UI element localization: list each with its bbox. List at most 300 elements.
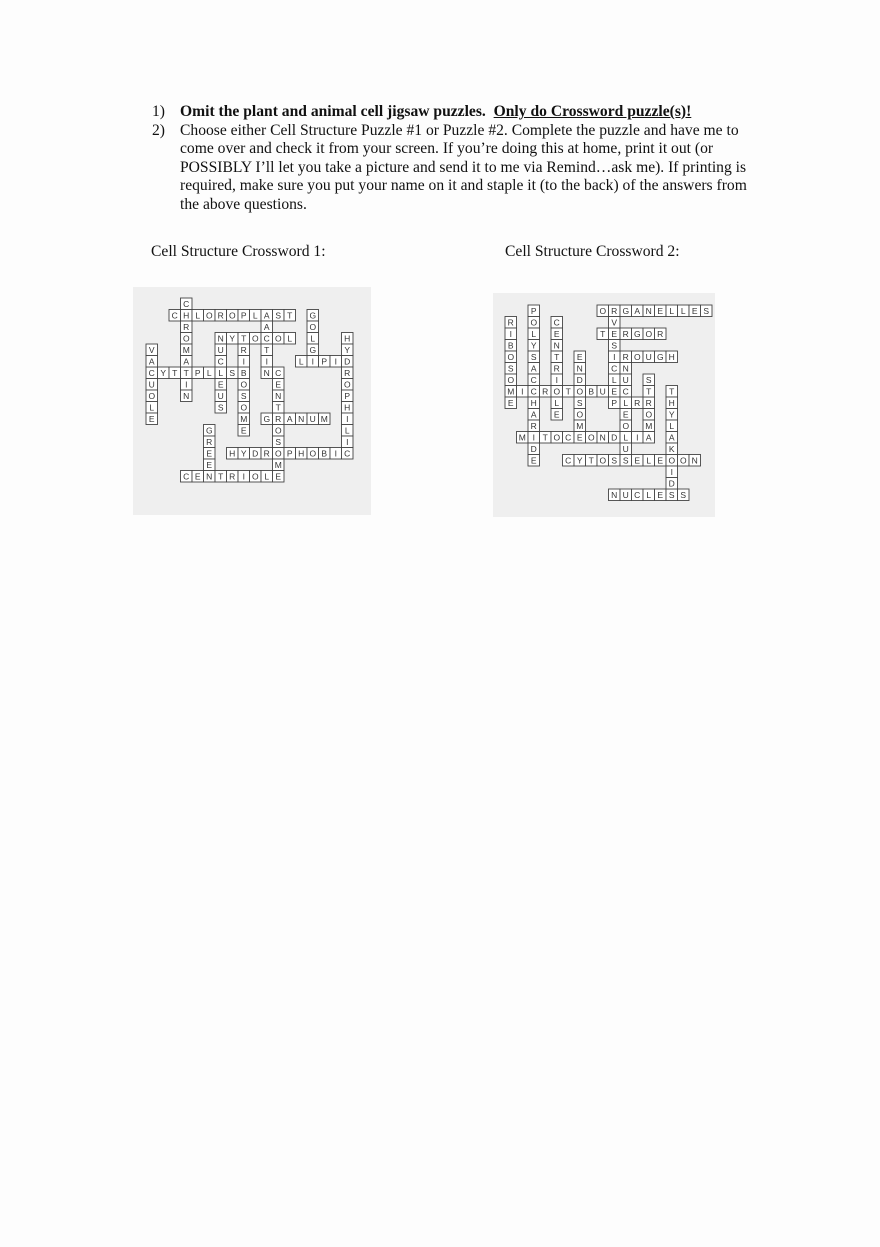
crossword-2-cell-letter: R bbox=[645, 397, 652, 408]
crossword-2-cell bbox=[505, 328, 517, 340]
instruction-2 bbox=[152, 122, 762, 215]
crossword-1-cell bbox=[215, 379, 227, 391]
crossword-2-cell-letter: R bbox=[553, 363, 560, 374]
crossword-2-cell bbox=[505, 374, 517, 386]
crossword-2-cell bbox=[666, 478, 678, 490]
crossword-2-cell-letter: T bbox=[554, 351, 560, 362]
crossword-1-cell-letter: T bbox=[287, 310, 293, 321]
crossword-1-cell bbox=[342, 402, 354, 414]
crossword-1-cell-letter: P bbox=[240, 310, 247, 321]
crossword-2-cell bbox=[609, 386, 621, 398]
crossword-2-cell bbox=[528, 351, 540, 363]
crossword-2-cell bbox=[655, 351, 667, 363]
crossword-1-cell-letter: U bbox=[217, 390, 224, 401]
crossword-2-cell-letter: P bbox=[530, 305, 537, 316]
crossword-1-cell bbox=[261, 321, 273, 333]
crossword-2-cell-letter: U bbox=[622, 489, 629, 500]
crossword-2-cell bbox=[597, 455, 609, 467]
crossword-1-cell-letter: L bbox=[206, 367, 212, 378]
crossword-2-cell-letter: O bbox=[587, 432, 595, 443]
crossword-1-cell-letter: E bbox=[206, 459, 213, 470]
crossword-1-cell bbox=[169, 310, 181, 322]
crossword-2-cell bbox=[563, 432, 575, 444]
crossword-1-cell-letter: I bbox=[334, 356, 337, 367]
crossword-1-cell-letter: O bbox=[251, 333, 259, 344]
crossword-2-cell bbox=[655, 489, 667, 501]
crossword-1-cell-letter: U bbox=[148, 379, 155, 390]
crossword-2-cell-letter: L bbox=[554, 397, 560, 408]
crossword-2-cell-letter: E bbox=[691, 305, 698, 316]
crossword-1-cell bbox=[273, 310, 285, 322]
crossword-1-cell bbox=[181, 471, 193, 483]
crossword-2-cell-letter: O bbox=[553, 432, 561, 443]
instruction-1 bbox=[152, 103, 762, 122]
crossword-1-cell-letter: C bbox=[275, 367, 282, 378]
crossword-1-cell-letter: R bbox=[183, 321, 190, 332]
crossword-1-cell bbox=[204, 310, 216, 322]
crossword-2-cell-letter: S bbox=[576, 397, 583, 408]
crossword-2-cell-letter: E bbox=[507, 397, 514, 408]
crossword-2-cell-letter: E bbox=[611, 328, 618, 339]
crossword-2-cell-letter: S bbox=[703, 305, 710, 316]
crossword-1-cell bbox=[215, 356, 227, 368]
crossword-2-cell bbox=[528, 432, 540, 444]
crossword-1-cell bbox=[296, 413, 308, 425]
crossword-1-cell bbox=[250, 333, 262, 345]
crossword-2-cell-letter: S bbox=[645, 374, 652, 385]
crossword-1-cell-letter: R bbox=[206, 436, 213, 447]
crossword-2-cell-letter: M bbox=[645, 420, 653, 431]
crossword-2-cell-letter: T bbox=[646, 386, 652, 397]
crossword-2-cell bbox=[574, 397, 586, 409]
crossword-1-cell bbox=[227, 310, 239, 322]
crossword-2-cell bbox=[643, 420, 655, 432]
crossword-1-cell bbox=[181, 379, 193, 391]
crossword-2-cell bbox=[551, 351, 563, 363]
crossword-1-cell bbox=[238, 379, 250, 391]
crossword-1-cell-letter: C bbox=[171, 310, 178, 321]
crossword-1-cell bbox=[204, 448, 216, 460]
crossword-2-cell-letter: I bbox=[613, 351, 616, 362]
crossword-2-cell-letter: M bbox=[576, 420, 584, 431]
crossword-1-cell-letter: O bbox=[343, 379, 351, 390]
crossword-1-cell-letter: L bbox=[344, 425, 350, 436]
crossword-2-cell bbox=[505, 363, 517, 375]
crossword-1-cell-letter: R bbox=[240, 344, 247, 355]
crossword-1-cell bbox=[273, 402, 285, 414]
crossword-2-cell-letter: O bbox=[599, 455, 607, 466]
crossword-2-cell bbox=[574, 374, 586, 386]
crossword-2-cell bbox=[574, 420, 586, 432]
crossword-1-cell bbox=[261, 413, 273, 425]
crossword-1-cell-letter: E bbox=[275, 379, 282, 390]
crossword-2-cell-letter: D bbox=[668, 478, 675, 489]
crossword-1-cell bbox=[296, 448, 308, 460]
crossword-1-cell bbox=[284, 413, 296, 425]
crossword-1-cell bbox=[261, 344, 273, 356]
crossword-2-cell-letter: L bbox=[531, 328, 537, 339]
crossword-2-cell bbox=[551, 328, 563, 340]
crossword-1-cell bbox=[330, 356, 342, 368]
crossword-1-cell bbox=[261, 333, 273, 345]
crossword-1-cell bbox=[273, 425, 285, 437]
crossword-2-cell bbox=[689, 305, 701, 317]
crossword-2-cell-letter: O bbox=[507, 374, 515, 385]
crossword-2-cell-letter: B bbox=[507, 340, 514, 351]
crossword-1-cell-letter: U bbox=[217, 344, 224, 355]
crossword-1-cell-letter: O bbox=[309, 448, 317, 459]
crossword-1-cell bbox=[307, 333, 319, 345]
crossword-2-cell bbox=[528, 455, 540, 467]
crossword-1-cell-letter: O bbox=[309, 321, 317, 332]
crossword-1-cell bbox=[146, 344, 158, 356]
crossword-2-cell bbox=[666, 409, 678, 421]
crossword-2-cell-letter: I bbox=[509, 328, 512, 339]
crossword-1-cell-letter: M bbox=[240, 413, 248, 424]
crossword-2-cell-letter: R bbox=[611, 305, 618, 316]
crossword-1-cell bbox=[342, 367, 354, 379]
puzzle-1-caption: Cell Structure Crossword 1: bbox=[151, 243, 326, 260]
crossword-2-cell bbox=[620, 363, 632, 375]
crossword-1-cell-letter: O bbox=[205, 310, 213, 321]
crossword-2-cell bbox=[678, 305, 690, 317]
crossword-2-cell-letter: N bbox=[611, 489, 618, 500]
crossword-1-cell bbox=[181, 344, 193, 356]
crossword-2-cell bbox=[643, 455, 655, 467]
crossword-2-cell bbox=[609, 351, 621, 363]
crossword-1-cell-letter: Y bbox=[160, 367, 167, 378]
crossword-1-grid bbox=[133, 287, 371, 515]
crossword-1-cell-letter: R bbox=[344, 367, 351, 378]
crossword-2-cell bbox=[574, 455, 586, 467]
crossword-1-cell-letter: D bbox=[252, 448, 259, 459]
crossword-1-cell bbox=[307, 344, 319, 356]
crossword-2-cell bbox=[666, 351, 678, 363]
crossword-1-cell bbox=[181, 321, 193, 333]
crossword-1-cell bbox=[169, 367, 181, 379]
crossword-2-cell-letter: I bbox=[521, 386, 524, 397]
crossword-1-cell-letter: T bbox=[241, 333, 247, 344]
crossword-2-cell-letter: R bbox=[622, 351, 629, 362]
crossword-2-cell bbox=[632, 489, 644, 501]
crossword-2-cell bbox=[528, 409, 540, 421]
crossword-2-cell bbox=[643, 397, 655, 409]
crossword-2-cell-letter: K bbox=[668, 443, 675, 454]
crossword-1-panel bbox=[133, 287, 371, 515]
crossword-1-cell bbox=[319, 448, 331, 460]
crossword-2-cell-letter: U bbox=[622, 374, 629, 385]
crossword-1-cell bbox=[342, 379, 354, 391]
crossword-1-cell-letter: P bbox=[321, 356, 328, 367]
crossword-1-cell bbox=[273, 367, 285, 379]
crossword-2-cell-letter: L bbox=[646, 489, 652, 500]
crossword-1-cell-letter: O bbox=[240, 402, 248, 413]
crossword-2-cell bbox=[609, 305, 621, 317]
crossword-1-cell-letter: I bbox=[334, 448, 337, 459]
crossword-2-cell bbox=[528, 328, 540, 340]
crossword-1-cell bbox=[227, 367, 239, 379]
crossword-2-cell-letter: U bbox=[645, 351, 652, 362]
crossword-2-cell bbox=[551, 374, 563, 386]
crossword-2-cell bbox=[643, 386, 655, 398]
crossword-2-cell bbox=[643, 305, 655, 317]
crossword-2-cell bbox=[689, 455, 701, 467]
crossword-1-cell bbox=[261, 356, 273, 368]
crossword-1-cell-letter: C bbox=[183, 471, 190, 482]
crossword-2-cell-letter: Y bbox=[668, 409, 675, 420]
crossword-2-cell bbox=[666, 455, 678, 467]
crossword-2-cell-letter: O bbox=[668, 455, 676, 466]
crossword-1-cell bbox=[238, 344, 250, 356]
crossword-2-cell bbox=[666, 489, 678, 501]
crossword-2-cell bbox=[551, 340, 563, 352]
crossword-2-cell bbox=[666, 432, 678, 444]
instruction-1-underlined: Only do Crossword puzzle(s)! bbox=[493, 103, 692, 120]
crossword-2-cell bbox=[528, 363, 540, 375]
crossword-1-cell bbox=[215, 367, 227, 379]
crossword-1-cell-letter: S bbox=[229, 367, 236, 378]
crossword-1-cell-letter: C bbox=[344, 448, 351, 459]
crossword-1-cell-letter: B bbox=[240, 367, 247, 378]
crossword-1-cell-letter: E bbox=[275, 471, 282, 482]
crossword-1-cell-letter: N bbox=[298, 413, 305, 424]
crossword-1-cell bbox=[273, 379, 285, 391]
crossword-2-cell bbox=[528, 305, 540, 317]
crossword-2-cell-letter: B bbox=[588, 386, 595, 397]
crossword-1-cell-letter: A bbox=[148, 356, 155, 367]
crossword-1-cell-letter: P bbox=[344, 390, 351, 401]
crossword-2-cell bbox=[632, 305, 644, 317]
crossword-2-cell-letter: S bbox=[507, 363, 514, 374]
crossword-1-cell-letter: I bbox=[242, 471, 245, 482]
crossword-1-cell bbox=[342, 436, 354, 448]
crossword-2-cell-letter: I bbox=[636, 432, 639, 443]
crossword-1-cell bbox=[215, 333, 227, 345]
crossword-2-cell-letter: C bbox=[565, 432, 572, 443]
crossword-1-cell bbox=[342, 333, 354, 345]
crossword-2-cell bbox=[551, 386, 563, 398]
crossword-2-cell-letter: C bbox=[530, 374, 537, 385]
crossword-2-cell-letter: O bbox=[633, 351, 641, 362]
crossword-1-cell bbox=[342, 344, 354, 356]
crossword-2-cell-letter: E bbox=[553, 328, 560, 339]
crossword-1-cell bbox=[238, 471, 250, 483]
crossword-1-cell bbox=[250, 448, 262, 460]
crossword-2-cell-letter: N bbox=[553, 340, 560, 351]
crossword-1-cell bbox=[273, 436, 285, 448]
crossword-2-cell-letter: R bbox=[530, 420, 537, 431]
crossword-2-cell bbox=[586, 432, 598, 444]
crossword-1-cell-letter: O bbox=[240, 379, 248, 390]
crossword-2-cell bbox=[643, 432, 655, 444]
crossword-2-cell bbox=[551, 409, 563, 421]
crossword-2-cell-letter: O bbox=[576, 386, 584, 397]
crossword-1-cell-letter: E bbox=[217, 379, 224, 390]
instruction-1-bold: Omit the plant and animal cell jigsaw puzzles bbox=[180, 103, 482, 120]
crossword-2-cell-letter: L bbox=[646, 455, 652, 466]
crossword-1-cell-letter: P bbox=[286, 448, 293, 459]
crossword-2-cell-letter: G bbox=[622, 305, 630, 316]
crossword-2-cell-letter: C bbox=[634, 489, 641, 500]
crossword-2-cell bbox=[528, 317, 540, 329]
crossword-1-cell bbox=[307, 310, 319, 322]
crossword-1-cell-letter: L bbox=[287, 333, 293, 344]
crossword-1-cell bbox=[204, 425, 216, 437]
crossword-1-cell bbox=[273, 448, 285, 460]
crossword-2-cell bbox=[620, 374, 632, 386]
crossword-2-cell bbox=[597, 305, 609, 317]
crossword-2-cell-letter: L bbox=[669, 420, 675, 431]
crossword-2-cell-letter: N bbox=[691, 455, 698, 466]
crossword-1-cell-letter: H bbox=[183, 310, 190, 321]
crossword-1-cell bbox=[261, 471, 273, 483]
crossword-1-cell bbox=[284, 333, 296, 345]
crossword-2-cell-letter: R bbox=[507, 317, 514, 328]
crossword-1-cell-letter: E bbox=[206, 448, 213, 459]
crossword-1-cell bbox=[330, 448, 342, 460]
crossword-2-cell bbox=[632, 432, 644, 444]
crossword-2-cell-letter: T bbox=[600, 328, 606, 339]
crossword-1-cell-letter: I bbox=[311, 356, 314, 367]
crossword-2-cell-letter: H bbox=[668, 351, 675, 362]
crossword-1-cell-letter: O bbox=[148, 390, 156, 401]
crossword-2-cell bbox=[551, 363, 563, 375]
crossword-2-cell-letter: A bbox=[634, 305, 641, 316]
crossword-2-cell-letter: Y bbox=[576, 455, 583, 466]
instruction-1-sep: . bbox=[481, 103, 486, 120]
crossword-2-cell bbox=[666, 420, 678, 432]
instruction-1-number: 1) bbox=[152, 103, 165, 120]
crossword-1-cell bbox=[227, 471, 239, 483]
crossword-1-cell-letter: H bbox=[229, 448, 236, 459]
crossword-2-cell bbox=[528, 386, 540, 398]
crossword-1-cell-letter: R bbox=[217, 310, 224, 321]
crossword-1-cell-letter: P bbox=[194, 367, 201, 378]
crossword-2-cell bbox=[609, 455, 621, 467]
crossword-2-cell-letter: R bbox=[657, 328, 664, 339]
crossword-2-cell bbox=[643, 489, 655, 501]
crossword-1-cell bbox=[261, 367, 273, 379]
crossword-2-cell-letter: E bbox=[634, 455, 641, 466]
crossword-2-cell-letter: T bbox=[588, 455, 594, 466]
crossword-1-cell-letter: T bbox=[183, 367, 189, 378]
crossword-1-cell bbox=[342, 448, 354, 460]
crossword-2-cell bbox=[666, 443, 678, 455]
crossword-2-cell bbox=[540, 386, 552, 398]
crossword-2-cell bbox=[609, 489, 621, 501]
crossword-2-cell bbox=[609, 328, 621, 340]
crossword-2-cell-letter: T bbox=[542, 432, 548, 443]
crossword-2-cell bbox=[620, 443, 632, 455]
crossword-2-cell-letter: C bbox=[530, 386, 537, 397]
crossword-1-cell-letter: N bbox=[263, 367, 270, 378]
crossword-1-cell-letter: L bbox=[310, 333, 316, 344]
crossword-1-cell bbox=[181, 356, 193, 368]
crossword-1-cell-letter: O bbox=[274, 425, 282, 436]
crossword-2-cell bbox=[609, 432, 621, 444]
crossword-1-cell bbox=[238, 448, 250, 460]
crossword-2-cell-letter: O bbox=[599, 305, 607, 316]
crossword-2-cell-letter: L bbox=[680, 305, 686, 316]
crossword-2-cell-letter: N bbox=[622, 363, 629, 374]
crossword-1-cell-letter: I bbox=[346, 436, 349, 447]
crossword-2-cell-letter: O bbox=[645, 328, 653, 339]
crossword-2-cell-letter: E bbox=[657, 305, 664, 316]
crossword-2-cell-letter: D bbox=[530, 443, 537, 454]
crossword-2-cell-letter: N bbox=[576, 363, 583, 374]
crossword-1-cell-letter: Y bbox=[240, 448, 247, 459]
crossword-1-cell bbox=[238, 333, 250, 345]
crossword-2-cell-letter: A bbox=[668, 432, 675, 443]
crossword-2-cell-letter: R bbox=[622, 328, 629, 339]
crossword-2-cell bbox=[666, 386, 678, 398]
crossword-2-cell-letter: E bbox=[657, 455, 664, 466]
crossword-2-cell-letter: N bbox=[645, 305, 652, 316]
instructions bbox=[152, 103, 762, 214]
crossword-2-cell bbox=[701, 305, 713, 317]
crossword-2-cell bbox=[574, 386, 586, 398]
crossword-2-cell bbox=[609, 363, 621, 375]
crossword-2-cell bbox=[586, 455, 598, 467]
crossword-1-cell bbox=[238, 402, 250, 414]
crossword-2-cell bbox=[632, 328, 644, 340]
crossword-2-cell-letter: D bbox=[576, 374, 583, 385]
crossword-2-cell bbox=[574, 351, 586, 363]
crossword-1-cell bbox=[227, 333, 239, 345]
crossword-2-cell-letter: M bbox=[518, 432, 526, 443]
crossword-2-cell bbox=[505, 340, 517, 352]
crossword-2-grid bbox=[493, 293, 715, 517]
crossword-1-cell-letter: E bbox=[194, 471, 201, 482]
crossword-2-cell-letter: E bbox=[657, 489, 664, 500]
crossword-1-cell-letter: L bbox=[195, 310, 201, 321]
crossword-1-cell bbox=[204, 459, 216, 471]
crossword-2-cell bbox=[505, 397, 517, 409]
crossword-1-cell-letter: H bbox=[298, 448, 305, 459]
crossword-2-cell bbox=[574, 432, 586, 444]
crossword-2-cell-letter: S bbox=[622, 455, 629, 466]
crossword-2-cell bbox=[528, 374, 540, 386]
crossword-2-cell-letter: O bbox=[645, 409, 653, 420]
crossword-2-cell-letter: E bbox=[576, 351, 583, 362]
crossword-1-cell-letter: C bbox=[148, 367, 155, 378]
crossword-2-cell-letter: C bbox=[622, 386, 629, 397]
crossword-1-cell-letter: O bbox=[228, 310, 236, 321]
crossword-2-cell bbox=[563, 455, 575, 467]
crossword-1-cell-letter: Y bbox=[229, 333, 236, 344]
crossword-2-cell-letter: N bbox=[599, 432, 606, 443]
crossword-2-cell-letter: O bbox=[530, 317, 538, 328]
crossword-1-cell-letter: T bbox=[264, 344, 270, 355]
crossword-1-cell bbox=[192, 310, 204, 322]
crossword-2-cell bbox=[609, 397, 621, 409]
crossword-1-cell-letter: O bbox=[274, 448, 282, 459]
crossword-1-cell-letter: G bbox=[309, 344, 317, 355]
crossword-1-cell bbox=[192, 367, 204, 379]
crossword-1-cell bbox=[146, 356, 158, 368]
crossword-1-cell bbox=[273, 390, 285, 402]
crossword-1-cell-letter: L bbox=[252, 310, 258, 321]
crossword-1-cell bbox=[238, 356, 250, 368]
crossword-2-cell bbox=[620, 409, 632, 421]
crossword-2-cell-letter: S bbox=[668, 489, 675, 500]
crossword-2-cell bbox=[620, 489, 632, 501]
crossword-2-cell bbox=[666, 466, 678, 478]
crossword-1-cell bbox=[261, 448, 273, 460]
crossword-1-cell bbox=[238, 425, 250, 437]
crossword-1-cell-letter: S bbox=[217, 402, 224, 413]
crossword-1-cell bbox=[273, 459, 285, 471]
